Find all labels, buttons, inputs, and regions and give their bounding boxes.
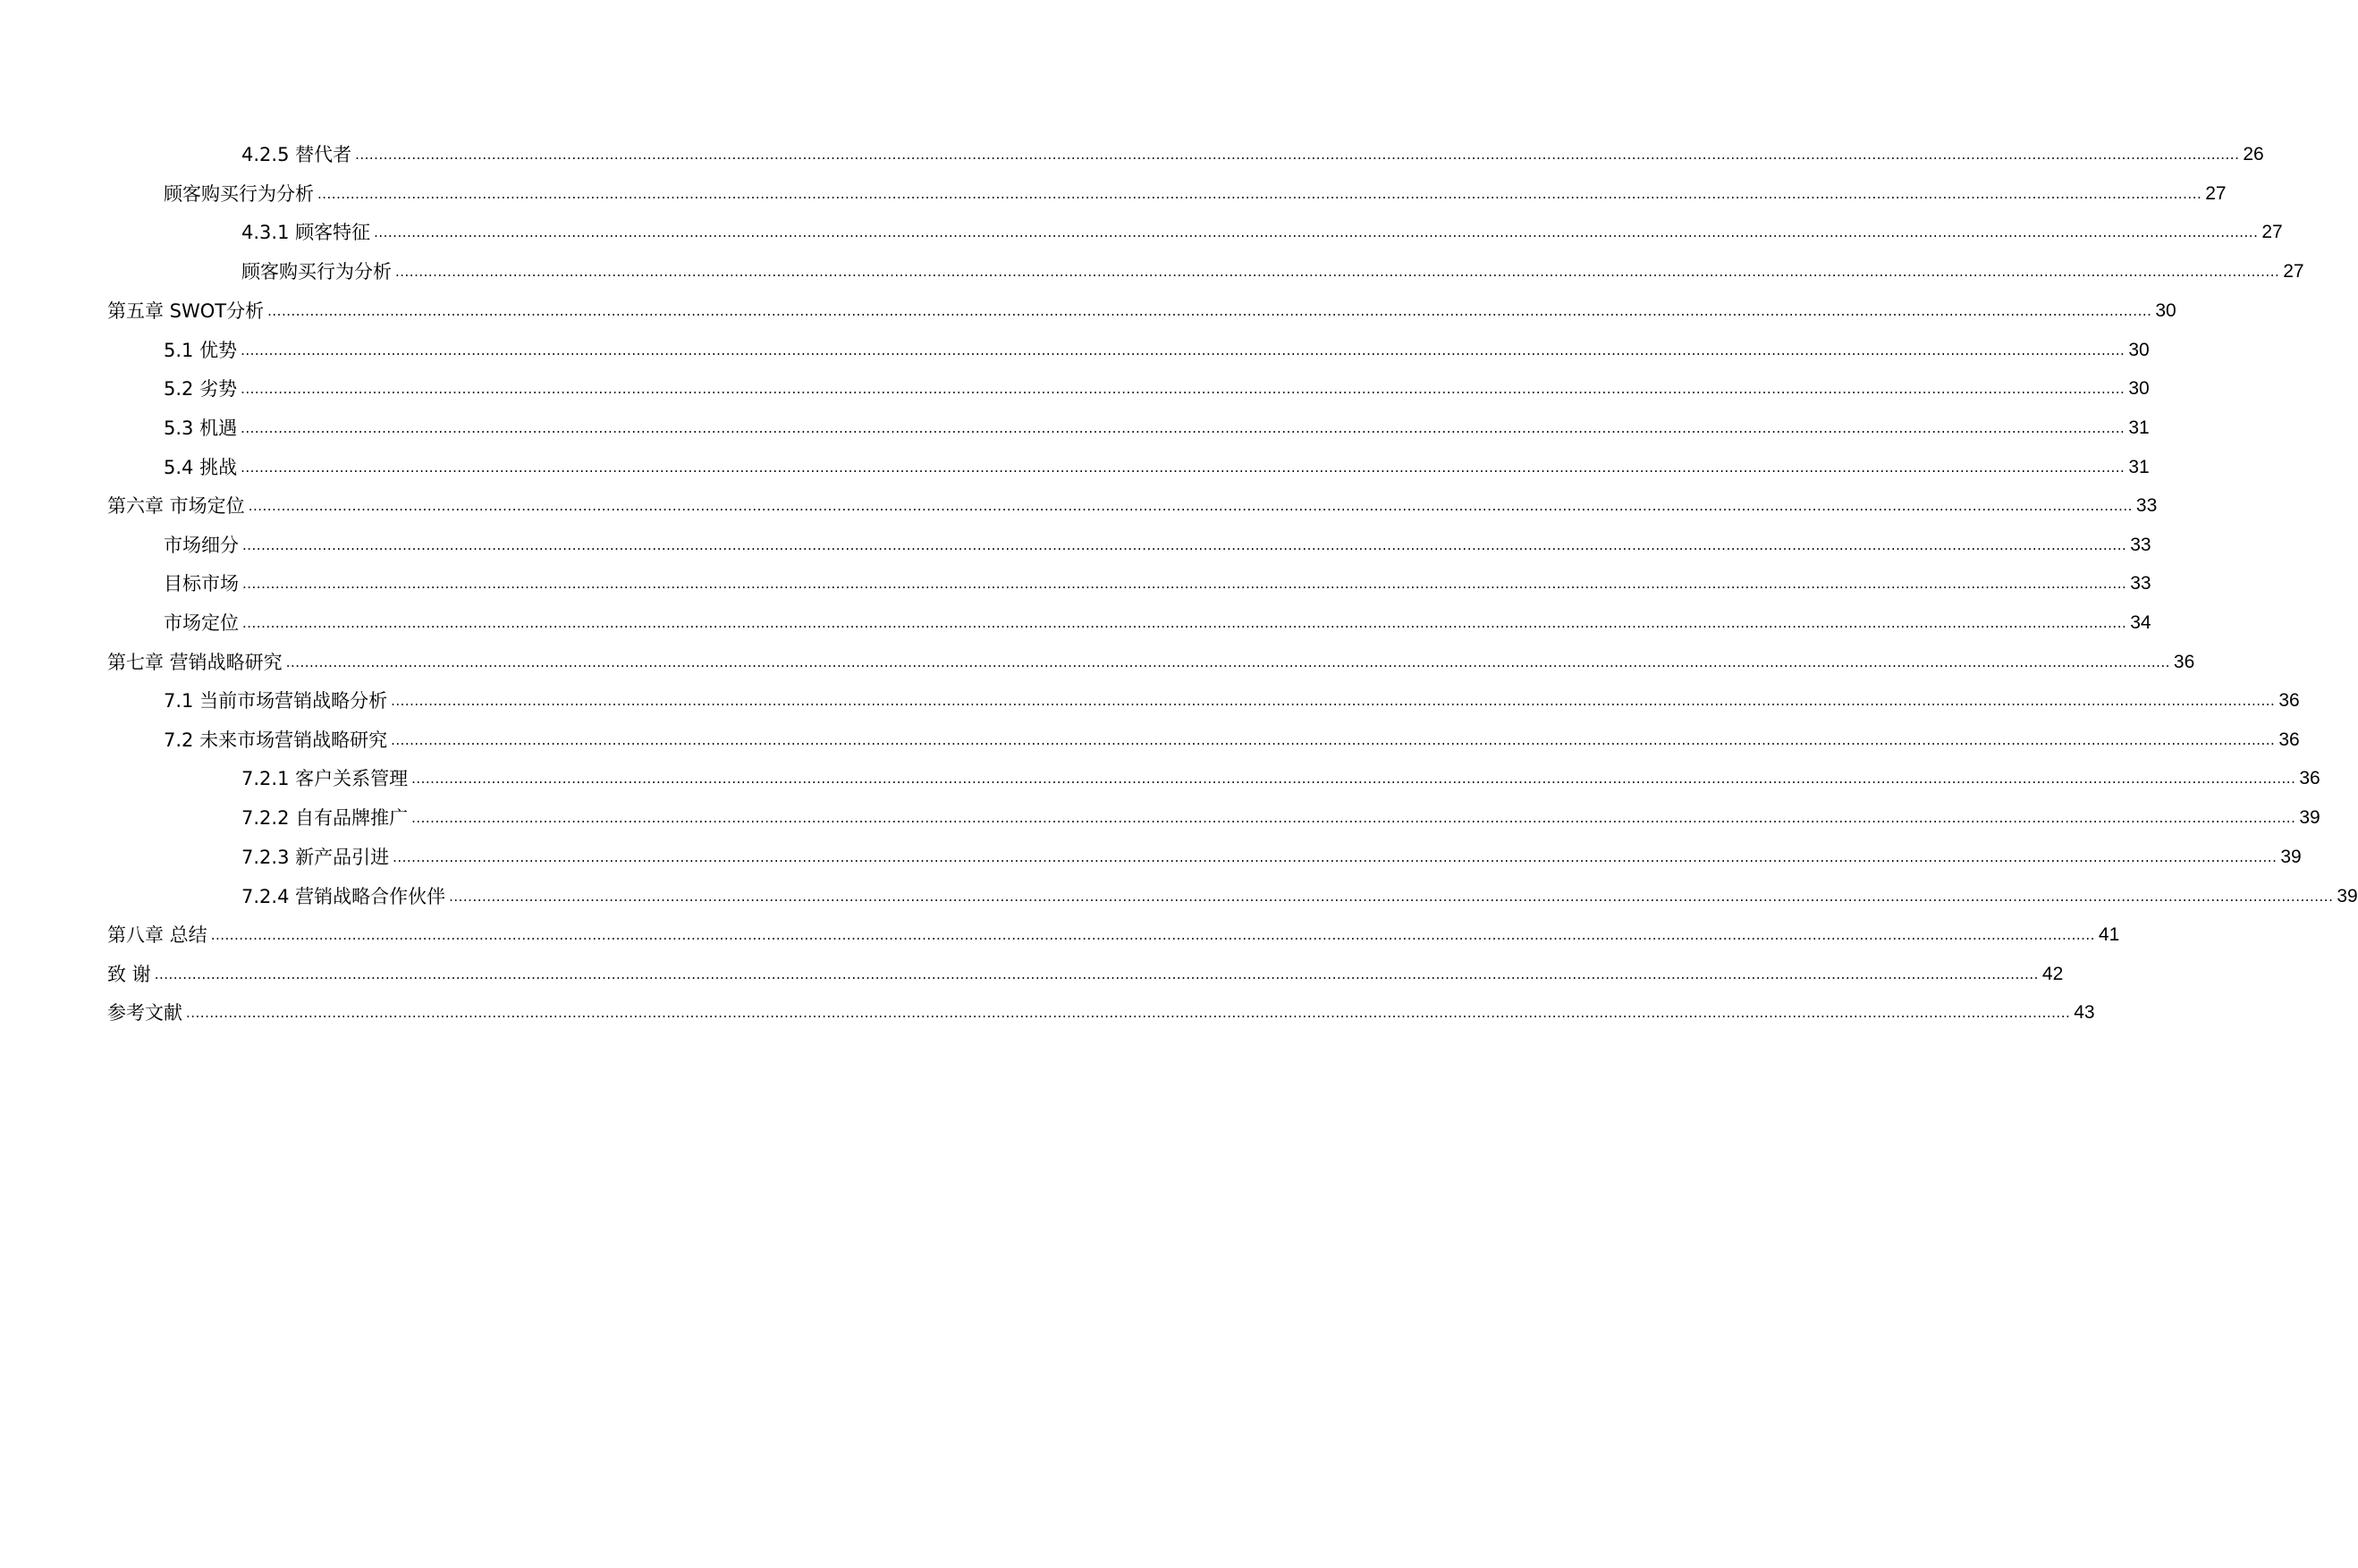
toc-entry-title: 第七章 营销战略研究	[107, 652, 283, 673]
toc-entry-title: 致 谢	[107, 964, 151, 985]
toc-entry-title: 7.2 未来市场营销战略研究	[164, 729, 388, 751]
toc-entry[interactable]	[164, 727, 2300, 754]
toc-entry[interactable]	[241, 219, 2283, 246]
toc-entry[interactable]	[241, 844, 2302, 871]
toc-page-number: 30	[2155, 300, 2176, 321]
toc-entry-title: 第五章 SWOT分析	[107, 300, 265, 322]
toc-entry[interactable]	[107, 493, 2158, 519]
toc-dot-leader: ................................................................................................................................................................................................................................................................................................................................................................................................................	[411, 771, 2296, 787]
toc-page-number: 26	[2243, 144, 2264, 164]
toc-entry[interactable]	[164, 181, 2227, 207]
toc-page-number: 42	[2041, 964, 2064, 984]
toc-entry[interactable]	[241, 883, 2358, 910]
toc-page-number: 36	[2299, 768, 2320, 788]
toc-entry[interactable]	[107, 961, 2064, 988]
toc-entry[interactable]	[164, 337, 2150, 364]
toc-entry-title: 7.2.2 自有品牌推广	[241, 807, 409, 829]
toc-entry-title: 7.1 当前市场营销战略分析	[164, 690, 388, 712]
toc-entry[interactable]	[107, 999, 2095, 1026]
toc-page-number: 36	[2278, 690, 2300, 711]
toc-dot-leader: ................................................................................................................................................................................................................................................................................................................................................................................................................	[242, 576, 2127, 592]
toc-entry[interactable]	[241, 141, 2264, 168]
toc-page-number: 43	[2074, 1002, 2095, 1023]
toc-entry[interactable]	[107, 649, 2195, 676]
toc-dot-leader: ................................................................................................................................................................................................................................................................................................................................................................................................................	[248, 498, 2133, 514]
toc-dot-leader: ................................................................................................................................................................................................................................................................................................................................................................................................................	[449, 889, 2334, 905]
toc-entry[interactable]	[164, 375, 2150, 402]
toc-page-number: 27	[2283, 261, 2304, 282]
toc-dot-leader: ................................................................................................................................................................................................................................................................................................................................................................................................................	[391, 732, 2276, 748]
toc-dot-leader: ................................................................................................................................................................................................................................................................................................................................................................................................................	[391, 693, 2276, 709]
toc-page-number: 34	[2130, 612, 2151, 633]
toc-entry-title: 第六章 市场定位	[107, 495, 245, 517]
toc-entry-title: 7.2.3 新产品引进	[241, 847, 390, 868]
toc-dot-leader: ................................................................................................................................................................................................................................................................................................................................................................................................................	[393, 849, 2278, 865]
toc-entry[interactable]	[164, 415, 2150, 442]
toc-entry[interactable]	[107, 922, 2120, 948]
toc-entry[interactable]	[164, 610, 2151, 636]
toc-dot-leader: ................................................................................................................................................................................................................................................................................................................................................................................................................	[317, 186, 2202, 202]
toc-entry[interactable]	[241, 805, 2320, 831]
toc-page-number: 30	[2128, 378, 2150, 399]
toc-dot-leader: ................................................................................................................................................................................................................................................................................................................................................................................................................	[355, 147, 2240, 163]
toc-page-number: 27	[2261, 222, 2283, 242]
toc-entry-title: 市场细分	[164, 535, 239, 556]
toc-dot-leader: ................................................................................................................................................................................................................................................................................................................................................................................................................	[242, 615, 2127, 631]
toc-entry[interactable]	[164, 570, 2151, 597]
toc-entry-title: 顾客购买行为分析	[241, 261, 392, 282]
toc-entry-title: 4.2.5 替代者	[241, 144, 352, 165]
toc-entry-title: 第八章 总结	[107, 924, 207, 946]
toc-page-number: 33	[2130, 573, 2151, 594]
toc-page-number: 36	[2278, 729, 2300, 750]
toc-entry-title: 7.2.1 客户关系管理	[241, 768, 409, 789]
toc-page-number: 30	[2128, 340, 2150, 360]
toc-dot-leader: ................................................................................................................................................................................................................................................................................................................................................................................................................	[154, 966, 2039, 982]
toc-page-number: 39	[2299, 807, 2320, 828]
toc-page-number: 27	[2205, 183, 2227, 204]
toc-entry-title: 5.2 劣势	[164, 378, 238, 400]
toc-page-number: 33	[2135, 495, 2158, 516]
toc-dot-leader: ................................................................................................................................................................................................................................................................................................................................................................................................................	[395, 264, 2280, 280]
toc-page-number: 41	[2098, 924, 2120, 945]
toc-entry-title: 4.3.1 顾客特征	[241, 222, 371, 243]
toc-entry-title: 参考文献	[107, 1002, 182, 1024]
toc-entry-title: 5.3 机遇	[164, 417, 238, 439]
toc-page-number: 31	[2128, 457, 2150, 477]
toc-entry[interactable]	[164, 454, 2150, 481]
toc-entry[interactable]	[241, 765, 2320, 792]
toc-page-number: 31	[2128, 417, 2150, 438]
toc-dot-leader: ................................................................................................................................................................................................................................................................................................................................................................................................................	[411, 810, 2296, 826]
toc-page-number: 36	[2173, 652, 2195, 672]
toc-dot-leader: ................................................................................................................................................................................................................................................................................................................................................................................................................	[186, 1005, 2071, 1021]
toc-entry-title: 目标市场	[164, 573, 239, 594]
toc-entry[interactable]	[107, 298, 2176, 325]
toc-entry[interactable]	[164, 687, 2300, 714]
toc-entry-title: 市场定位	[164, 612, 239, 634]
toc-entry-title: 5.1 优势	[164, 340, 238, 361]
toc-dot-leader: ................................................................................................................................................................................................................................................................................................................................................................................................................	[241, 342, 2126, 358]
toc-page-number: 33	[2130, 535, 2151, 555]
toc-entry-title: 7.2.4 营销战略合作伙伴	[241, 886, 446, 907]
toc-entry[interactable]	[164, 532, 2151, 559]
toc-dot-leader: ................................................................................................................................................................................................................................................................................................................................................................................................................	[210, 927, 2095, 943]
toc-entry[interactable]	[241, 258, 2304, 285]
toc-entry-title: 5.4 挑战	[164, 457, 238, 478]
toc-page-number: 39	[2280, 847, 2302, 867]
toc-dot-leader: ................................................................................................................................................................................................................................................................................................................................................................................................................	[242, 537, 2127, 553]
toc-dot-leader: ................................................................................................................................................................................................................................................................................................................................................................................................................	[267, 303, 2152, 319]
toc-dot-leader: ................................................................................................................................................................................................................................................................................................................................................................................................................	[374, 224, 2259, 240]
toc-dot-leader: ................................................................................................................................................................................................................................................................................................................................................................................................................	[241, 459, 2126, 476]
toc-dot-leader: ................................................................................................................................................................................................................................................................................................................................................................................................................	[241, 381, 2126, 397]
toc-dot-leader: ................................................................................................................................................................................................................................................................................................................................................................................................................	[285, 654, 2170, 670]
toc-page-number: 39	[2337, 886, 2358, 906]
toc-dot-leader: ................................................................................................................................................................................................................................................................................................................................................................................................................	[241, 420, 2126, 436]
toc-entry-title: 顾客购买行为分析	[164, 183, 314, 205]
